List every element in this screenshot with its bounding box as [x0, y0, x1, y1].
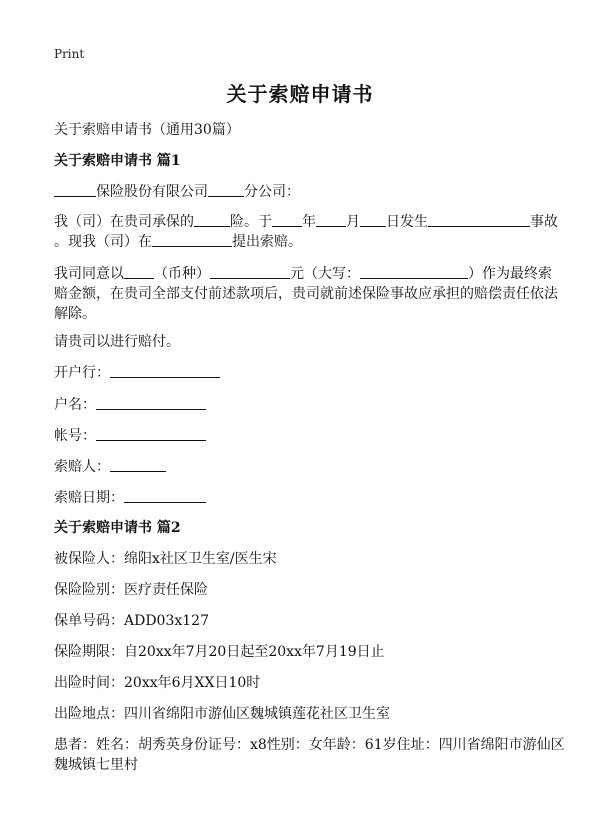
insurance-period-line: 保险期限：自20xx年7月20日起至20xx年7月19日止: [54, 644, 385, 660]
p1-text-b: 险。于: [230, 214, 272, 230]
p1-text-e: 日发生: [386, 214, 428, 230]
page-title: 关于索赔申请书: [226, 82, 374, 106]
blank-place: [152, 232, 232, 247]
incident-place-line: 出险地点：四川省绵阳市游仙区魏城镇莲花社区卫生室: [54, 706, 390, 722]
section-heading-1: 关于索赔申请书 篇1: [54, 153, 181, 169]
blank-year: [272, 212, 302, 227]
blank-accident: [428, 212, 530, 227]
claimant-label: 索赔人：: [54, 459, 110, 475]
blank-amount: [210, 264, 290, 279]
account-name-label: 户名：: [54, 397, 96, 413]
blank-month: [316, 212, 346, 227]
blank-branch: [208, 182, 244, 197]
account-name-blank: [96, 395, 206, 410]
amount-paragraph-line-3: 解除。: [54, 306, 96, 322]
document-subtitle: 关于索赔申请书（通用30篇）: [54, 122, 240, 138]
blank-insurance: [194, 212, 230, 227]
addressee-line: [54, 182, 554, 202]
payment-request: 请贵司以进行赔付。: [54, 334, 180, 350]
blank-amount-capital: [360, 264, 468, 279]
claim-date-field: [54, 488, 554, 508]
patient-line-2: 魏城镇七里村: [54, 757, 138, 773]
p2-text-d: ）作为最终索: [468, 266, 552, 282]
patient-line-1: 患者：姓名：胡秀英身份证号：x8性别：女年龄：61岁住址：四川省绵阳市游仙区: [54, 737, 565, 753]
blank-day: [360, 212, 386, 227]
p1-text-c: 年: [302, 214, 316, 230]
insurance-type-line: 保险险别：医疗责任保险: [54, 582, 208, 598]
p1-text-a: 我（司）在贵司承保的: [54, 214, 194, 230]
claim-date-label: 索赔日期：: [54, 490, 124, 506]
amount-paragraph-line-1: [54, 264, 554, 284]
bank-blank: [110, 363, 220, 378]
p1-text-f: 事故: [530, 214, 558, 230]
policy-number-line: 保单号码：ADD03x127: [54, 613, 209, 629]
section-heading-2: 关于索赔申请书 篇2: [54, 520, 181, 536]
p2-text-b: （币种）: [154, 266, 210, 282]
claim-paragraph-line-2: [54, 232, 554, 252]
claimant-field: [54, 457, 554, 477]
p2-text-a: 我司同意以: [54, 266, 124, 282]
addressee-text-b: 分公司：: [244, 184, 300, 200]
claim-date-blank: [124, 488, 206, 503]
p1-text-d: 月: [346, 214, 360, 230]
account-name-field: [54, 395, 554, 415]
claim-paragraph-line-1: [54, 212, 558, 232]
insured-line: 被保险人：绵阳x社区卫生室/医生宋: [54, 551, 277, 567]
account-number-label: 帐号：: [54, 428, 96, 444]
addressee-text-a: 保险股份有限公司: [96, 184, 208, 200]
claimant-blank: [110, 457, 166, 472]
account-number-field: [54, 426, 554, 446]
print-link[interactable]: Print: [54, 47, 85, 61]
incident-time-line: 出险时间：20xx年6月XX日10时: [54, 675, 261, 691]
amount-paragraph-line-2: 赔金额，在贵司全部支付前述款项后，贵司就前述保险事故应承担的赔偿责任依法: [54, 286, 558, 302]
p1-text-g: 。现我（司）在: [54, 234, 152, 250]
p2-text-c: 元（大写：: [290, 266, 360, 282]
account-number-blank: [96, 426, 206, 441]
bank-field: [54, 363, 554, 383]
bank-label: 开户行：: [54, 365, 110, 381]
p1-text-h: 提出索赔。: [232, 234, 302, 250]
blank-company: [54, 182, 96, 197]
blank-currency: [124, 264, 154, 279]
